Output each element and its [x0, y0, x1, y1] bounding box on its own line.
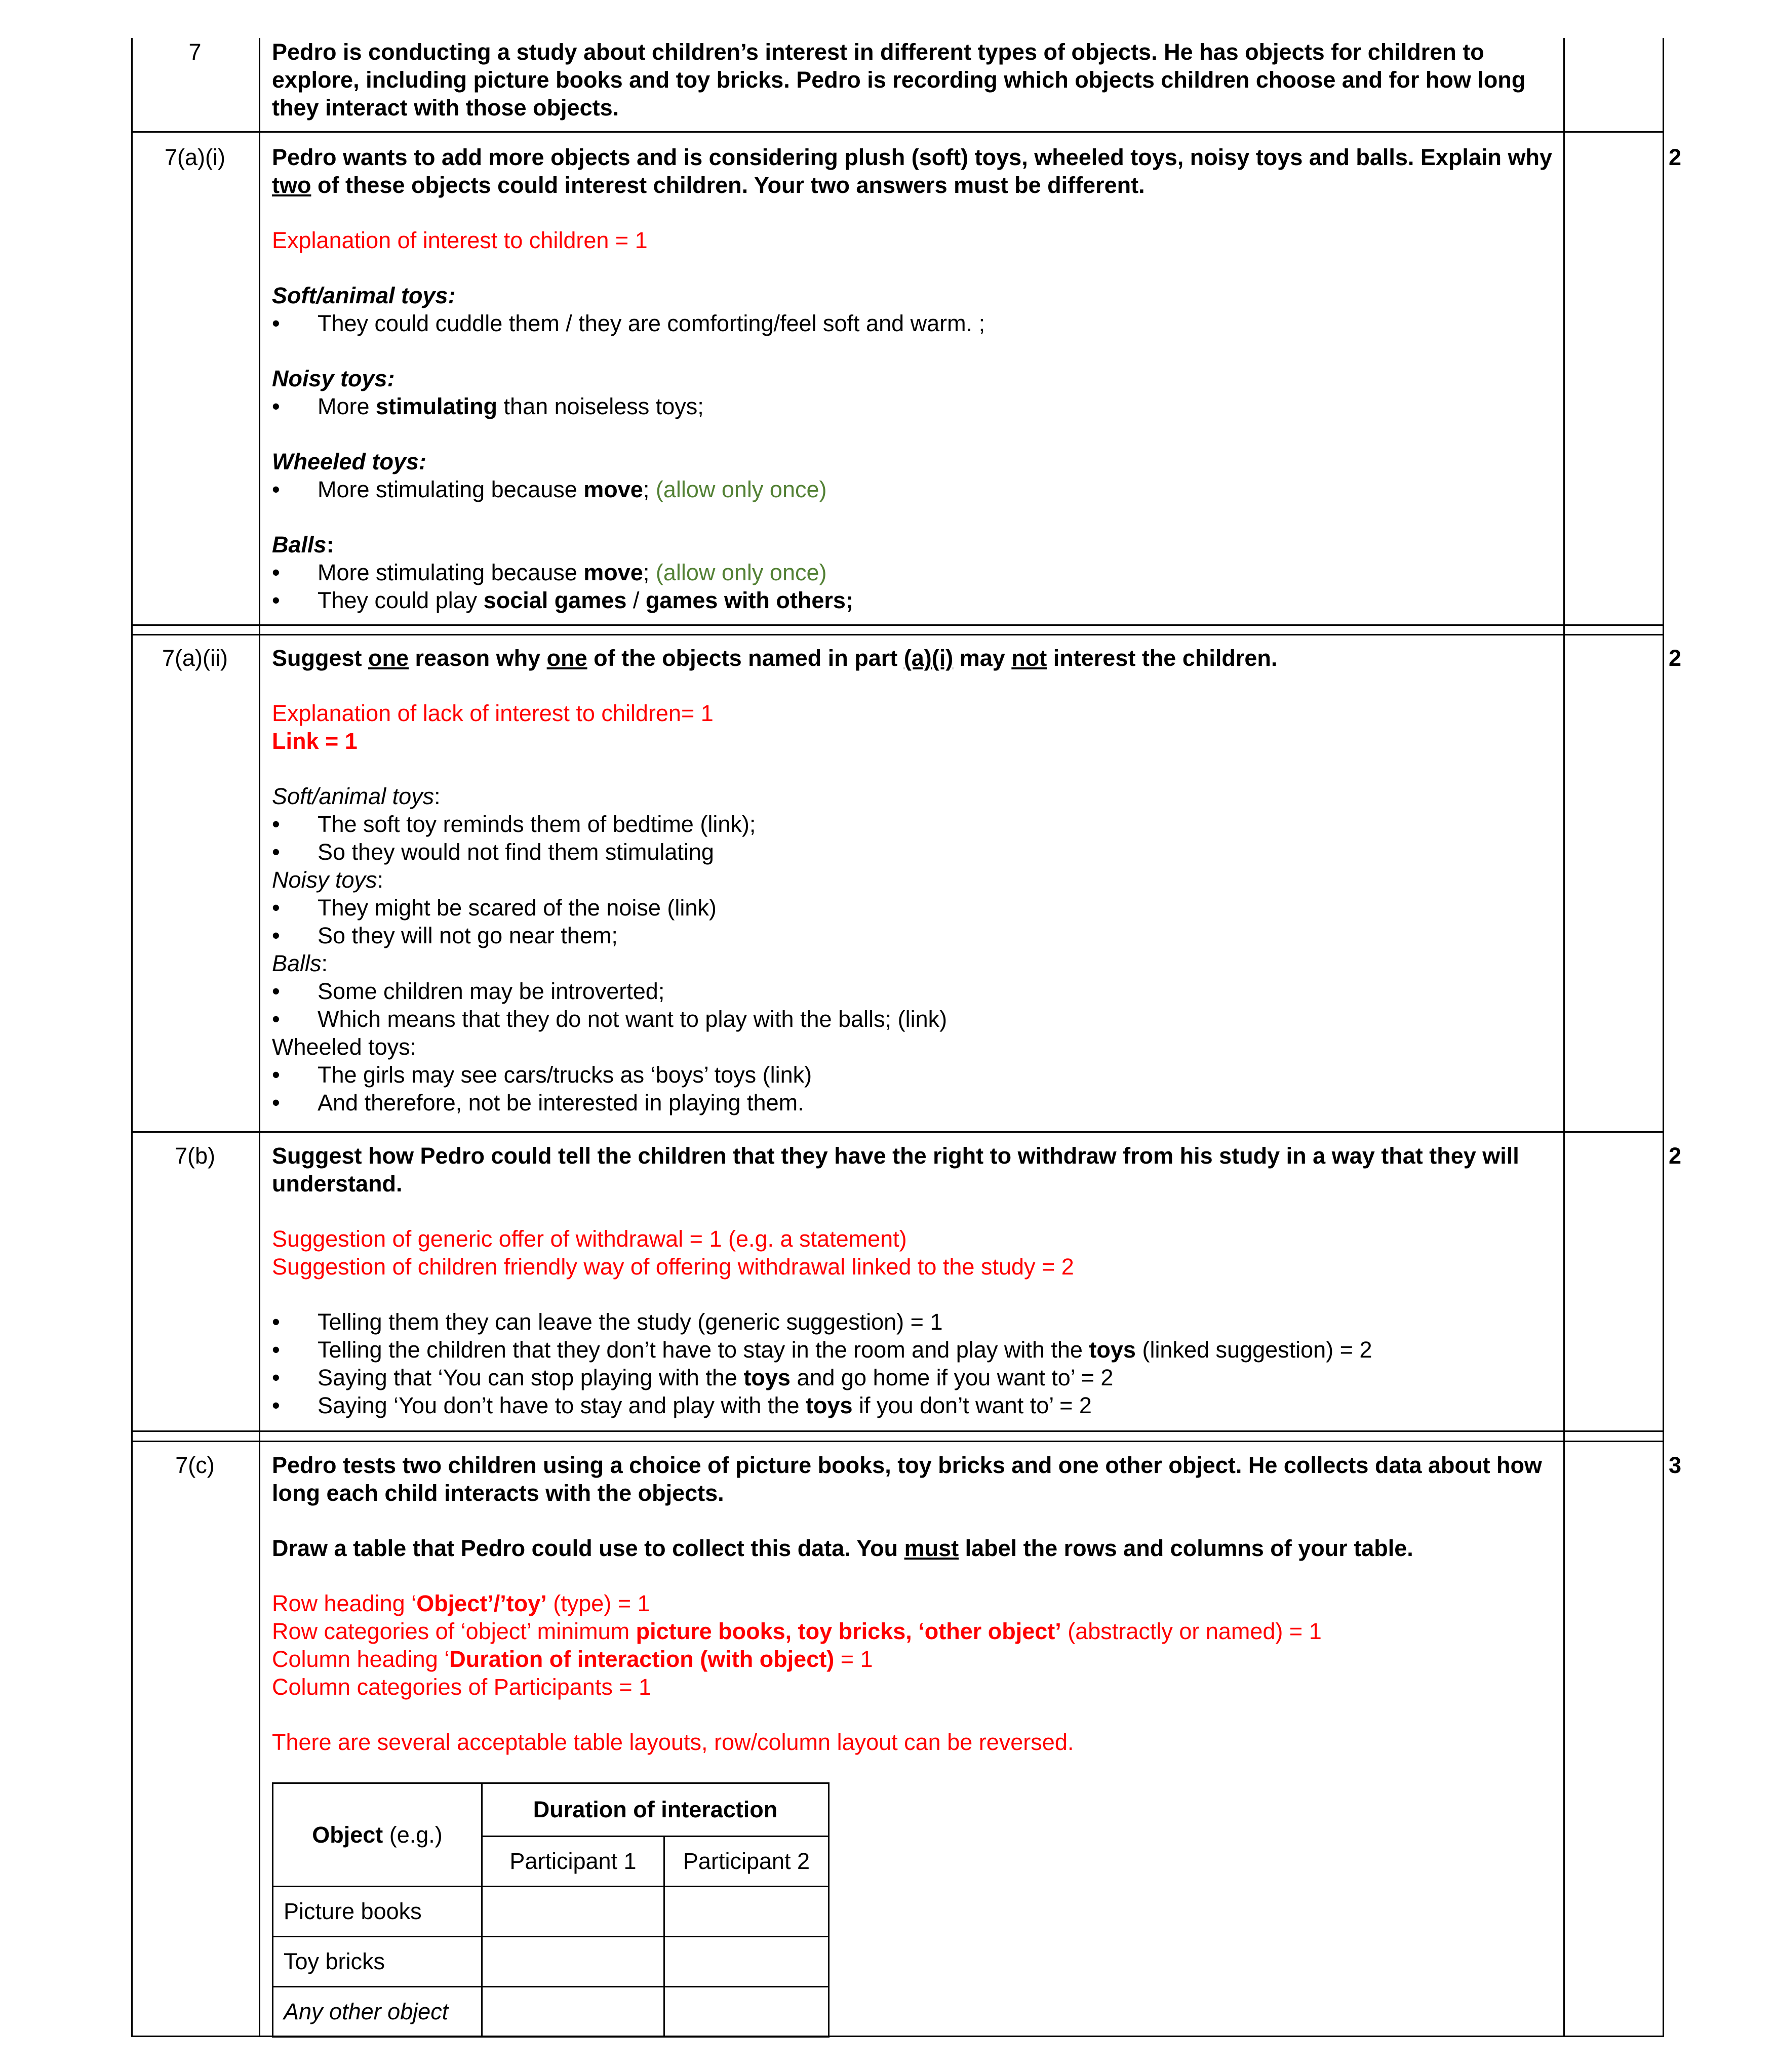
- table-row-label: Picture books: [273, 1887, 482, 1937]
- list-item: • Which means that they do not want to play with the balls; (link): [272, 1005, 1553, 1033]
- marking-criterion: Link = 1: [272, 728, 358, 754]
- question-number: 7(c): [175, 1452, 215, 1478]
- marking-criterion: Row heading ‘Object’/’toy’ (type) = 1: [272, 1590, 650, 1616]
- category-heading: Soft/animal toys:: [272, 783, 441, 809]
- table-cell-empty: [482, 1987, 664, 2037]
- list-item: • Telling them they can leave the study (generic suggestion) = 1: [272, 1308, 1553, 1336]
- marking-criterion: Column categories of Participants = 1: [272, 1674, 652, 1700]
- question-text: Pedro wants to add more objects and is considering plush (soft) toys, wheeled toys, noisy toys and balls. Explain why two of these objects could interest children. Your two answers must be different.: [272, 144, 1552, 198]
- marking-criterion: Explanation of interest to children = 1: [272, 227, 648, 253]
- marks-value: 2: [1668, 645, 1681, 671]
- answer-cell: [272, 143, 1553, 614]
- question-text: Suggest how Pedro could tell the children that they have the right to withdraw from his study in a way that they will understand.: [272, 1143, 1519, 1197]
- marks-value: 2: [1668, 1143, 1681, 1169]
- question-number: 7: [188, 39, 202, 65]
- question-number: 7(a)(ii): [162, 645, 228, 671]
- list-item: • They could play social games / games with others;: [272, 586, 1553, 614]
- list-item: • They could cuddle them / they are comforting/feel soft and warm. ;: [272, 309, 1553, 337]
- list-item: • The girls may see cars/trucks as ‘boys’ toys (link): [272, 1061, 1553, 1089]
- list-item: • They might be scared of the noise (link): [272, 894, 1553, 922]
- table-header-duration: Duration of interaction: [482, 1783, 829, 1837]
- marks-value: 3: [1668, 1452, 1681, 1478]
- question-stem: Pedro is conducting a study about children’s interest in different types of objects. He has objects for children to explore, including picture books and toy bricks. Pedro is recording which objects children choose and for how long they interact with those objects.: [272, 39, 1526, 121]
- table-row-label: Toy bricks: [273, 1937, 482, 1987]
- list-item: • The soft toy reminds them of bedtime (link);: [272, 810, 1553, 838]
- table-cell-empty: [664, 1937, 829, 1987]
- row-divider: [131, 634, 1664, 635]
- category-heading: Noisy toys:: [272, 366, 395, 391]
- table-row-label: Any other object: [273, 1987, 482, 2037]
- category-heading: Balls:: [272, 532, 334, 557]
- list-item: • Telling the children that they don’t have to stay in the room and play with the toys (linked suggestion) = 2: [272, 1336, 1553, 1364]
- row-divider: [131, 624, 1664, 626]
- table-border-right: [1663, 38, 1664, 2036]
- list-item: • So they would not find them stimulating: [272, 838, 1553, 866]
- marking-criterion: Suggestion of generic offer of withdrawal = 1 (e.g. a statement): [272, 1226, 907, 1252]
- list-item: • More stimulating because move; (allow only once): [272, 475, 1553, 503]
- list-item: • Saying that ‘You can stop playing with the toys and go home if you want to’ = 2: [272, 1364, 1553, 1391]
- table-cell-empty: [482, 1887, 664, 1937]
- table-header-object: Object (e.g.): [273, 1783, 482, 1887]
- table-cell-empty: [482, 1937, 664, 1987]
- answer-cell: [272, 1142, 1553, 1419]
- category-heading: Soft/animal toys:: [272, 283, 456, 308]
- marking-criterion: Explanation of lack of interest to children= 1: [272, 700, 714, 726]
- table-border-col1: [259, 38, 260, 2036]
- category-heading: Noisy toys:: [272, 867, 384, 893]
- table-cell-empty: [664, 1887, 829, 1937]
- answer-cell: [272, 644, 1553, 1117]
- row-divider: [131, 1131, 1664, 1133]
- category-heading: Balls:: [272, 950, 328, 976]
- table-header-participant-1: Participant 1: [482, 1837, 664, 1887]
- row-divider: [131, 131, 1664, 133]
- list-item: • Saying ‘You don’t have to stay and play with the toys if you don’t want to’ = 2: [272, 1391, 1553, 1419]
- list-item: • More stimulating because move; (allow only once): [272, 559, 1553, 586]
- marking-note: There are several acceptable table layouts, row/column layout can be reversed.: [272, 1729, 1074, 1755]
- list-item: • More stimulating than noiseless toys;: [272, 392, 1553, 420]
- list-item: • And therefore, not be interested in playing them.: [272, 1089, 1553, 1117]
- row-divider: [131, 1441, 1664, 1442]
- row-divider: [131, 1430, 1664, 1432]
- question-text: Pedro tests two children using a choice of picture books, toy bricks and one other object. He collects data about how long each child interacts with the objects.: [272, 1452, 1542, 1506]
- category-heading: Wheeled toys:: [272, 449, 427, 474]
- marking-criterion: Suggestion of children friendly way of offering withdrawal linked to the study = 2: [272, 1254, 1074, 1280]
- marks-value: 2: [1668, 144, 1681, 170]
- question-text: Suggest one reason why one of the objects named in part (a)(i) may not interest the children.: [272, 645, 1278, 671]
- example-table: [272, 1782, 830, 2038]
- table-border-left: [131, 38, 133, 2036]
- list-item: • So they will not go near them;: [272, 922, 1553, 949]
- question-number: 7(a)(i): [165, 144, 225, 170]
- answer-cell: [272, 1451, 1553, 1756]
- table-header-participant-2: Participant 2: [664, 1837, 829, 1887]
- table-border-col2: [1563, 38, 1565, 2036]
- marking-criterion: Row categories of ‘object’ minimum picture books, toy bricks, ‘other object’ (abstractly or named) = 1: [272, 1618, 1322, 1644]
- table-cell-empty: [664, 1987, 829, 2037]
- category-heading: Wheeled toys:: [272, 1034, 417, 1060]
- question-number: 7(b): [174, 1143, 216, 1169]
- list-item: • Some children may be introverted;: [272, 977, 1553, 1005]
- question-text: Draw a table that Pedro could use to collect this data. You must label the rows and columns of your table.: [272, 1535, 1413, 1561]
- marking-criterion: Column heading ‘Duration of interaction (with object) = 1: [272, 1646, 873, 1672]
